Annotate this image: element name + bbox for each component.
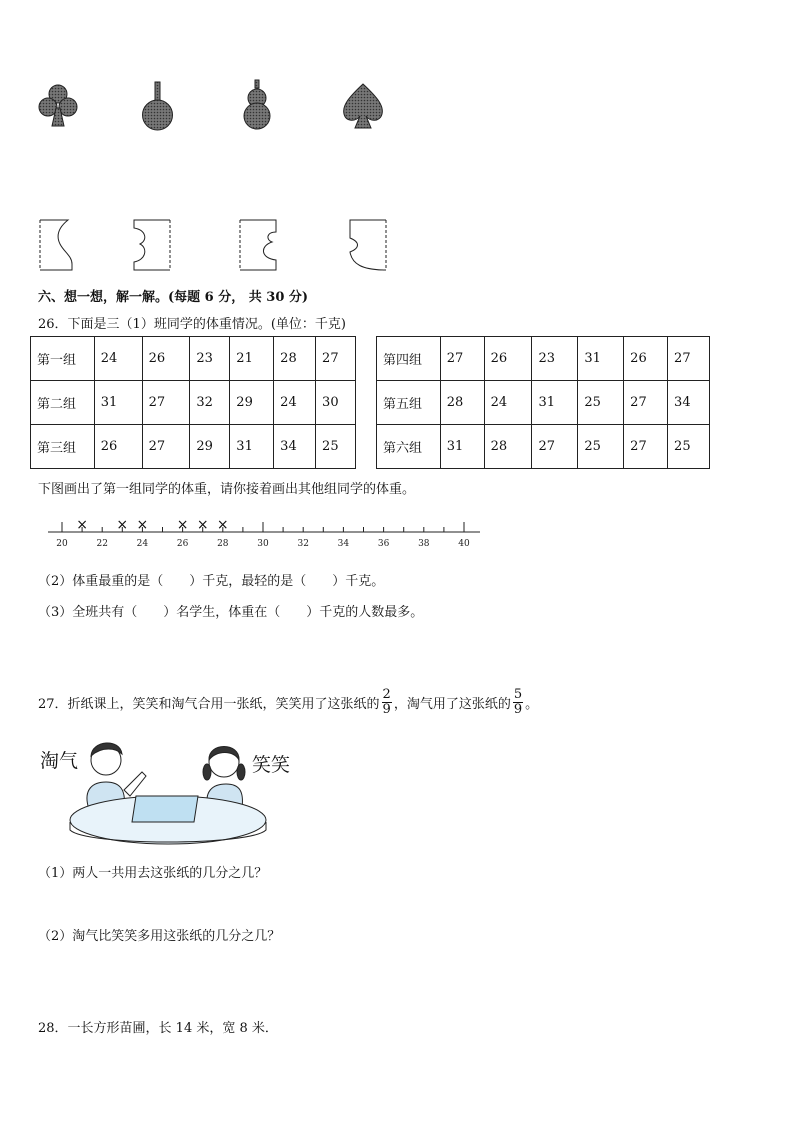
q27-sub1: （1）两人一共用去这张纸的几分之几？ [38, 866, 268, 881]
table-cell: 27 [316, 337, 356, 381]
table-cell: 34 [668, 381, 710, 425]
table-cell: 30 [316, 381, 356, 425]
q26-instruction: 下图画出了第一组同学的体重，请你接着画出其他组同学的体重。 [38, 482, 416, 497]
shapes-row-bottom [30, 214, 400, 276]
weight-table-right [376, 336, 710, 469]
fraction-numerator: 2 [382, 687, 391, 702]
table-cell: 27 [624, 381, 668, 425]
table-cell: 34 [274, 425, 316, 469]
number-line-tick-label: 20 [56, 539, 68, 549]
shapes-row-top [30, 78, 400, 134]
number-line-tick-label: 32 [297, 539, 309, 549]
table-row [377, 337, 710, 381]
table-cell: 32 [190, 381, 230, 425]
fraction-denominator: 9 [513, 702, 523, 717]
table-row [377, 425, 710, 469]
table-cell: 24 [274, 381, 316, 425]
fraction-numerator: 5 [513, 687, 523, 702]
handmirror-shape [143, 82, 173, 130]
weight-table-left [30, 336, 356, 469]
half-figure-1 [40, 220, 72, 270]
number-line [40, 510, 490, 555]
half-figure-3 [240, 220, 276, 270]
number-line-tick-label: 24 [136, 539, 149, 549]
children-table-illustration [66, 730, 270, 850]
number-line-tick-label: 22 [96, 539, 108, 549]
table-cell: 27 [668, 337, 710, 381]
number-line-mark: × [176, 517, 189, 533]
table-cell: 24 [94, 337, 142, 381]
fraction-five-ninths [513, 688, 523, 717]
table-cell: 29 [190, 425, 230, 469]
table-cell: 21 [230, 337, 274, 381]
label-taoqi: 淘气 [40, 750, 79, 772]
number-line-tick-label: 34 [337, 539, 350, 549]
spade-shape [344, 84, 383, 128]
number-line-mark: × [76, 517, 88, 533]
table-cell: 第三组 [31, 425, 95, 469]
number-line-tick-label: 26 [176, 539, 189, 549]
table-cell: 26 [142, 337, 190, 381]
number-line-tick-label: 36 [377, 539, 390, 549]
table-cell: 23 [190, 337, 230, 381]
q27-sub2: （2）淘气比笑笑多用这张纸的几分之几？ [38, 929, 281, 944]
fraction-denominator: 9 [382, 702, 391, 717]
q27-prompt-a: 27．折纸课上，笑笑和淘气合用一张纸，笑笑用了这张纸的 [38, 697, 380, 712]
number-line-tick-label: 30 [257, 539, 269, 549]
table-cell: 28 [484, 425, 532, 469]
table-cell: 第四组 [377, 337, 441, 381]
number-line-mark: × [136, 517, 149, 533]
table-cell: 25 [578, 425, 624, 469]
table-cell: 第六组 [377, 425, 441, 469]
q28-prompt: 28．一长方形苗圃，长 14 米，宽 8 米． [38, 1021, 278, 1036]
q27-prompt-b: ，淘气用了这张纸的 [393, 697, 511, 712]
table-cell: 27 [624, 425, 668, 469]
q26-sub3: （3）全班共有（ ）名学生，体重在（ ）千克的人数最多。 [38, 605, 424, 620]
number-line-tick-label: 40 [458, 539, 470, 549]
table-cell: 31 [578, 337, 624, 381]
table-cell: 第五组 [377, 381, 441, 425]
table-cell: 25 [316, 425, 356, 469]
table-cell: 31 [230, 425, 274, 469]
number-line-tick-label: 38 [418, 539, 430, 549]
table-cell: 第二组 [31, 381, 95, 425]
table-row [31, 425, 356, 469]
q27-prompt [38, 688, 538, 717]
paper-sheet [132, 796, 198, 822]
fraction-two-ninths [382, 688, 392, 717]
club-shape [39, 85, 77, 126]
table-cell: 27 [440, 337, 484, 381]
table-cell: 23 [532, 337, 578, 381]
table-cell: 26 [624, 337, 668, 381]
gourd-shape [244, 80, 270, 129]
table-cell: 31 [532, 381, 578, 425]
table-cell: 29 [230, 381, 274, 425]
table-cell: 26 [94, 425, 142, 469]
table-cell: 28 [274, 337, 316, 381]
label-xiaoxiao: 笑笑 [252, 754, 291, 776]
half-figure-4 [350, 220, 386, 270]
table-cell: 第一组 [31, 337, 95, 381]
table-cell: 27 [142, 381, 190, 425]
q26-sub2: （2）体重最重的是（ ）千克，最轻的是（ ）千克。 [38, 574, 385, 589]
table-cell: 28 [440, 381, 484, 425]
number-line-mark: × [216, 517, 229, 533]
table-row [31, 337, 356, 381]
table-cell: 31 [440, 425, 484, 469]
table-cell: 26 [484, 337, 532, 381]
number-line-tick-label: 28 [217, 539, 229, 549]
half-figure-2 [134, 220, 170, 270]
number-line-mark: × [196, 517, 209, 533]
number-line-mark: × [116, 517, 129, 533]
table-cell: 31 [94, 381, 142, 425]
table-cell: 25 [668, 425, 710, 469]
table-row [377, 381, 710, 425]
section-heading: 六、想一想，解一解。(每题 6 分， 共 30 分) [38, 290, 309, 305]
table-row [31, 381, 356, 425]
table-cell: 27 [532, 425, 578, 469]
table-cell: 27 [142, 425, 190, 469]
q27-prompt-c: 。 [525, 697, 539, 712]
table-cell: 24 [484, 381, 532, 425]
q26-prompt: 26．下面是三（1）班同学的体重情况。(单位：千克) [38, 317, 346, 332]
table-cell: 25 [578, 381, 624, 425]
